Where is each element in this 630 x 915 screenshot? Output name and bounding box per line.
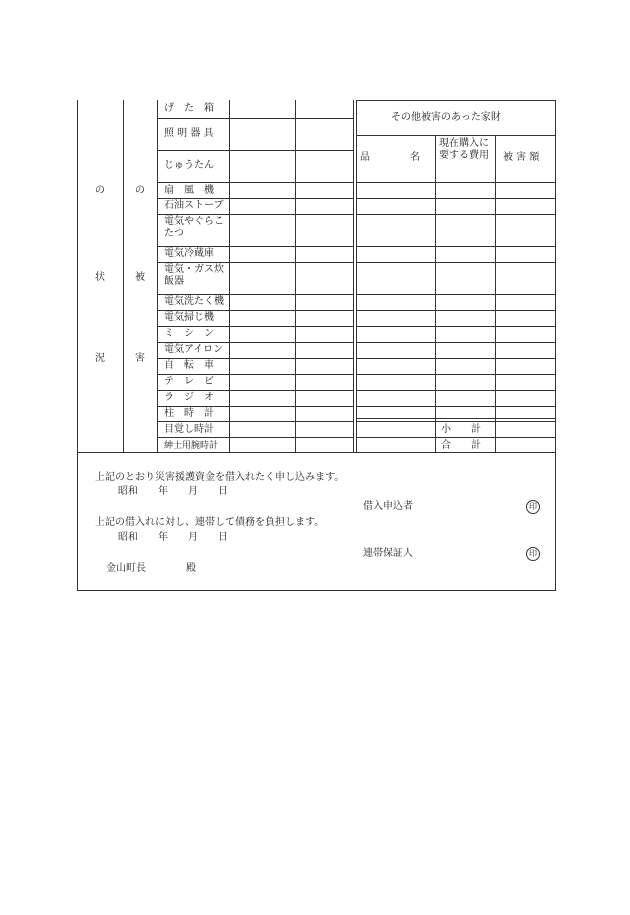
guarantor-label: 連帯保証人 [363,548,413,559]
col-cost-header: 現在購入に要する費用 [439,138,489,161]
item-iron: 電気アイロン [164,344,224,355]
border-left [77,100,78,591]
item-rajio: ラ ジ オ [164,392,214,403]
col-divider-5b [356,100,357,452]
item-kotatsu: 電気やぐらこたつ [164,216,224,239]
col-divider-4 [295,100,296,452]
subtotal-label: 小 計 [441,424,481,435]
item-sekiyu-stove: 石油ストーブ [164,200,224,211]
application-date: 昭和 年 月 日 [118,486,228,497]
guarantee-statement: 上記の借入れに対し、連帯して債務を負担します。 [95,517,325,528]
item-mezamashi: 目覚し時計 [164,424,214,435]
item-udedokei: 紳士用腕時計 [164,441,219,451]
left-label-kyou: 況 [95,353,105,364]
applicant-seal-icon: 印 [526,500,540,514]
item-sentakuki: 電気洗たく機 [164,296,224,307]
col-divider-3 [229,100,230,452]
left-label-jou: 状 [95,272,105,283]
item-mishin: ミ シ ン [164,328,214,339]
item-shoumei: 照 明 器 具 [164,128,214,139]
second-label-no: の [135,185,145,196]
other-title-top [356,100,556,101]
other-title-bottom [356,135,556,136]
col-divider-1 [123,100,124,452]
item-soujiki: 電気掃じ機 [164,312,214,323]
total-label: 合 計 [441,440,481,451]
item-jitensha: 自 転 車 [164,360,214,371]
addressee: 金山町長 殿 [106,563,196,574]
guarantor-seal-icon: 印 [526,547,540,561]
form-frame [77,100,556,591]
second-label-gai: 害 [135,353,145,364]
item-senpuuki: 扇 風 機 [164,185,214,196]
item-getabako: げ た 箱 [164,103,214,114]
item-terebi: テ レ ビ [164,376,214,387]
col-divider-5 [353,100,354,452]
applicant-label: 借入申込者 [363,501,413,512]
col-divider-2 [157,100,158,452]
item-reizouko: 電気冷蔵庫 [164,248,214,259]
guarantee-date: 昭和 年 月 日 [118,532,228,543]
other-table-title: その他被害のあった家財 [391,112,501,123]
col-item-header: 品 名 [360,152,420,163]
item-suihanki: 電気・ガス炊飯器 [164,264,224,287]
border-bottom [77,590,556,591]
second-label-hi: 被 [135,272,145,283]
table-bottom-rule [77,452,556,453]
item-hashiradokei: 柱 時 計 [164,408,214,419]
application-statement: 上記のとおり災害援護資金を借入れたく申し込みます。 [95,472,345,483]
border-right [555,100,556,591]
item-juutan: じゅうたん [164,160,214,171]
left-label-no: の [95,185,105,196]
col-damage-header: 被 害 額 [503,152,540,163]
